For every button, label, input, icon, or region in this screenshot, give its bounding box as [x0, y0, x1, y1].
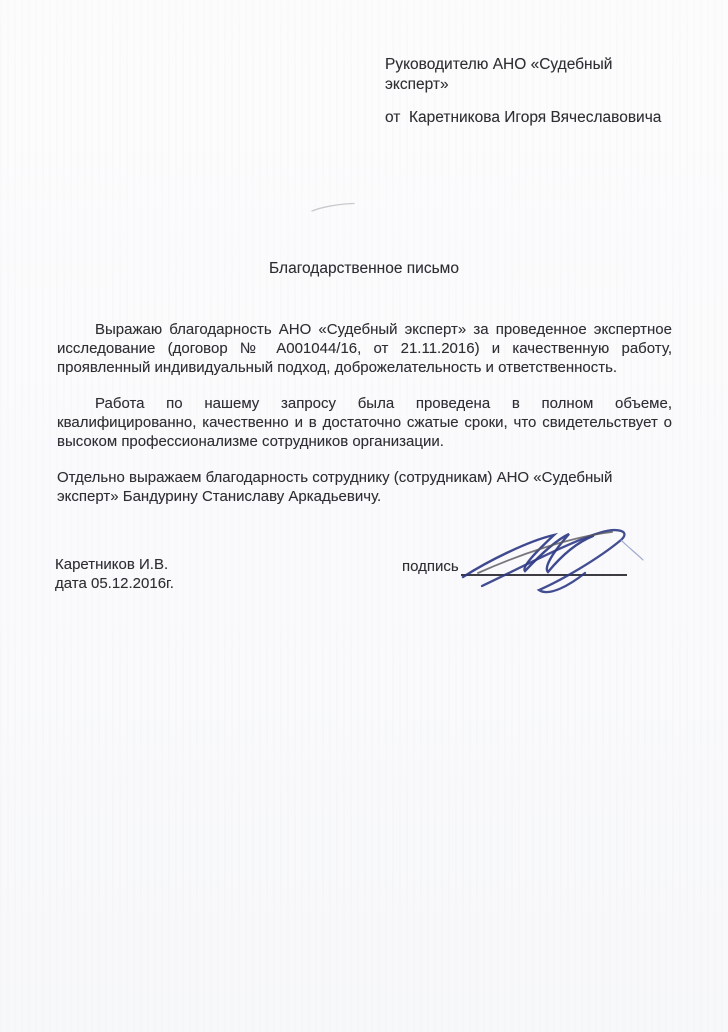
signer-block: [55, 555, 174, 593]
signature-label: подпись: [402, 558, 459, 575]
paragraph-gratitude: Выражаю благодарность АНО «Судебный эксперт» за проведенное экспертное исследование (договор № А001044/16, от 21.11.2016) и качественную работу, проявленный индивидуальный подход, доброжелательность и ответственность.: [57, 321, 672, 376]
sender-line: от Каретникова Игоря Вячеславовича: [385, 109, 662, 126]
letter-header: [385, 55, 675, 128]
letter-body: [57, 320, 672, 516]
signature-date: дата 05.12.2016г.: [55, 575, 174, 592]
recipient-line: Руководителю АНО «Судебный эксперт»: [385, 56, 617, 93]
handwritten-signature-ink: [450, 523, 650, 601]
stray-pen-mark-icon: [310, 199, 356, 215]
signature-underline: [461, 574, 627, 576]
letter-title: Благодарственное письмо: [269, 260, 459, 277]
paragraph-employee-thanks: Отдельно выражаем благодарность сотруднику (сотрудникам) АНО «Судебный эксперт» Бандурину Станиславу Аркадьевичу.: [57, 469, 613, 505]
paragraph-work-quality: Работа по нашему запросу была проведена в полном объеме, квалифицированно, качественно и в достаточно сжатые сроки, что свидетельствует о высоком профессионализме сотрудников организации.: [57, 395, 672, 450]
signer-name: Каретников И.В.: [55, 556, 169, 573]
